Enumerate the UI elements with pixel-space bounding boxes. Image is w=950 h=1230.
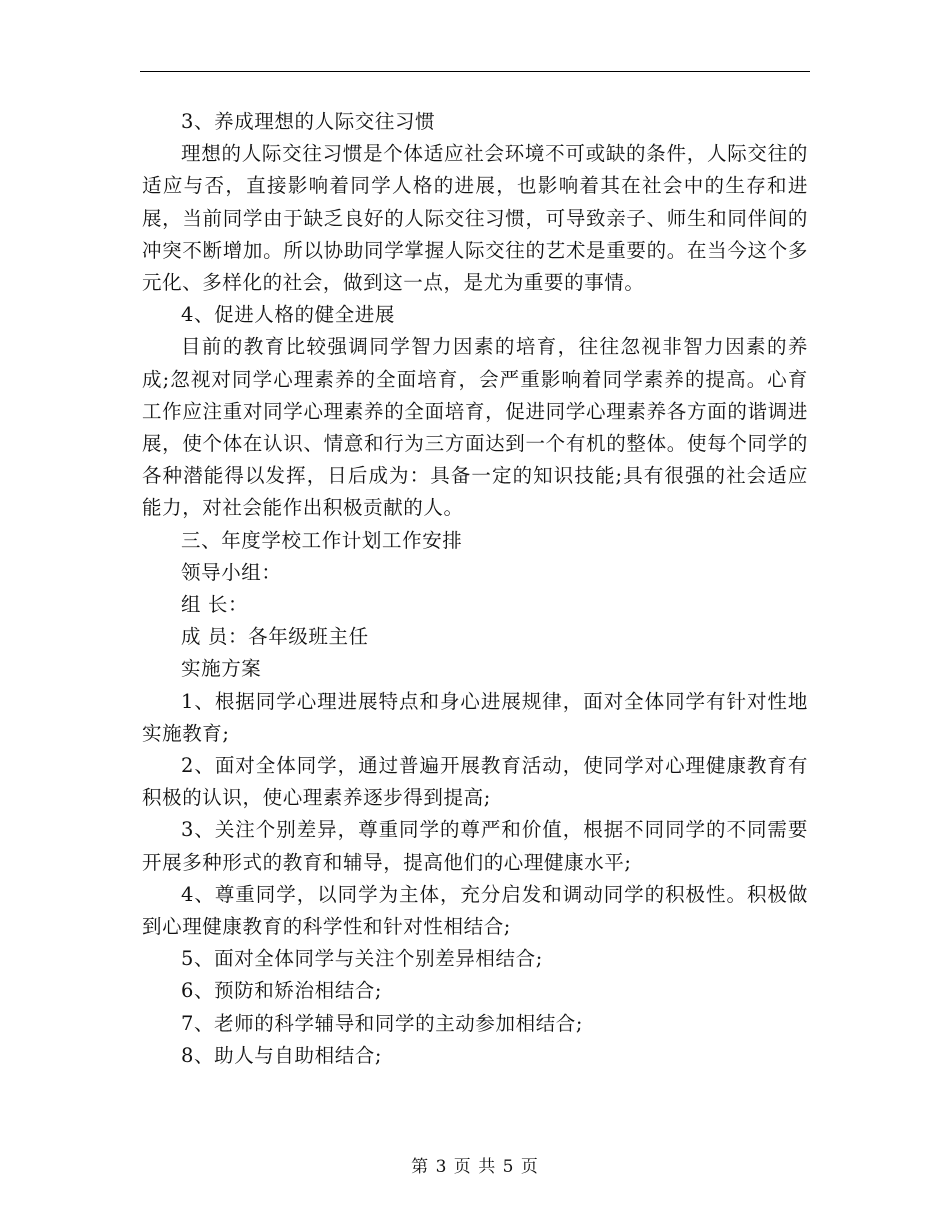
- plan-item-6: 6、预防和矫治相结合;: [181, 979, 383, 1003]
- plan-item-3: 3、关注个别差异，尊重同学的尊严和价值，根据不同同学的不同需要开展多种形式的教育和辅导，提高他们的心理健康水平;: [142, 818, 808, 874]
- group-leader-line: 组 长：: [181, 593, 249, 617]
- plan-item-4: 4、尊重同学，以同学为主体，充分启发和调动同学的积极性。积极做到心理健康教育的科学性和针对性相结合;: [142, 882, 808, 939]
- page-number-footer: 第 3 页 共 5 页: [411, 1157, 539, 1177]
- paragraph-habit: 理想的人际交往习惯是个体适应社会环境不可或缺的条件，人际交往的适应与否，直接影响着同学人格的进展，也影响着其在社会中的生存和进展，当前同学由于缺乏良好的人际交往习惯，可导致亲子、师生和同伴间的冲突不断增加。所以协助同学掌握人际交往的艺术是重要的。在当今这个多元化、多样化的社会，做到这一点，是尤为重要的事情。: [142, 142, 808, 295]
- plan-item-5: 5、面对全体同学与关注个别差异相结合;: [181, 947, 543, 971]
- section-heading-arrangement: 三、年度学校工作计划工作安排: [181, 528, 463, 552]
- header-rule: [140, 71, 810, 72]
- heading-personality: 4、促进人格的健全进展: [181, 303, 396, 327]
- paragraph-personality: 目前的教育比较强调同学智力因素的培育，往往忽视非智力因素的养成;忽视对同学心理素养的全面培育，会严重影响着同学素养的提高。心育工作应注重对同学心理素养的全面培育，促进同学心理素养各方面的谐调进展，使个体在认识、情意和行为三方面达到一个有机的整体。使每个同学的各种潜能得以发挥，日后成为：具备一定的知识技能;具有很强的社会适应能力，对社会能作出积极贡献的人。: [142, 335, 808, 520]
- plan-item-2: 2、面对全体同学，通过普遍开展教育活动，使同学对心理健康教育有积极的认识，使心理素养逐步得到提高;: [142, 754, 808, 810]
- group-members-line: 成 员：各年级班主任: [181, 625, 369, 649]
- heading-habit: 3、养成理想的人际交往习惯: [181, 110, 436, 133]
- plan-item-7: 7、老师的科学辅导和同学的主动参加相结合;: [181, 1011, 584, 1035]
- plan-item-8: 8、助人与自助相结合;: [181, 1043, 383, 1067]
- plan-item-1: 1、根据同学心理进展特点和身心进展规律，面对全体同学有针对性地实施教育;: [142, 689, 808, 745]
- document-body: [142, 106, 808, 1072]
- leadership-group-label: 领导小组：: [181, 560, 282, 584]
- implementation-plan-label: 实施方案: [181, 657, 262, 681]
